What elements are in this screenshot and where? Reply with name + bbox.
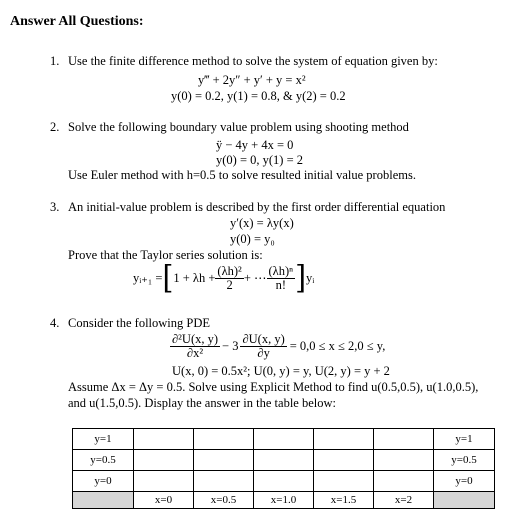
table-row <box>73 471 495 492</box>
x-label: x=1.0 <box>254 492 314 509</box>
series-linear-terms: 1 + λh + <box>173 270 216 285</box>
table-cell[interactable] <box>374 429 434 450</box>
question-1-number: 1. <box>50 54 60 68</box>
question-1-text: Use the finite difference method to solve the system of equation given by: <box>68 54 438 68</box>
pde-boundary-conditions: U(x, 0) = 0.5x²; U(0, y) = y, U(2, y) = y + 2 <box>172 364 390 378</box>
question-3-prove: Prove that the Taylor series solution is: <box>68 248 263 262</box>
series-ellipsis: + ⋯ <box>243 271 267 285</box>
question-2-number: 2. <box>50 120 60 134</box>
table-row <box>73 450 495 471</box>
series-open-bracket: [ <box>162 258 174 297</box>
x-label-row <box>73 492 495 509</box>
question-2-note: Use Euler method with h=0.5 to solve resulted initial value problems. <box>68 168 416 182</box>
pde-fraction-1-denominator: ∂x² <box>186 345 204 360</box>
table-cell[interactable] <box>194 471 254 492</box>
question-3-text: An initial-value problem is described by the first order differential equation <box>68 200 446 214</box>
row-label-left: y=0.5 <box>73 450 134 471</box>
pde-minus-coefficient: − 3 <box>222 338 239 353</box>
table-row <box>73 429 495 450</box>
series-fraction-2 <box>267 265 296 292</box>
question-4-number: 4. <box>50 316 60 330</box>
table-cell[interactable] <box>254 429 314 450</box>
pde-fraction-2-denominator: ∂y <box>257 345 270 360</box>
pde-fraction-1-numerator: ∂²U(x, y) <box>172 331 219 346</box>
question-2-conditions: y(0) = 0, y(1) = 2 <box>216 153 303 167</box>
pde-fraction-2-numerator: ∂U(x, y) <box>242 331 285 346</box>
table-cell[interactable] <box>134 450 194 471</box>
page-title: Answer All Questions: <box>10 14 144 29</box>
question-3-equation: y′(x) = λy(x) <box>230 216 294 230</box>
table-cell[interactable] <box>374 471 434 492</box>
row-label-right: y=1 <box>434 429 495 450</box>
series-fraction-1 <box>215 265 243 292</box>
table-cell[interactable] <box>194 450 254 471</box>
x-label: x=0.5 <box>194 492 254 509</box>
table-cell[interactable] <box>314 429 374 450</box>
table-cell[interactable] <box>374 450 434 471</box>
series-lhs: yᵢ₊₁ = <box>133 271 163 285</box>
question-3-initial: y(0) = y₀ <box>230 232 275 246</box>
row-label-right: y=0.5 <box>434 450 495 471</box>
question-1-equation: y‴ + 2y″ + y′ + y = x² <box>198 73 306 87</box>
x-label: x=1.5 <box>314 492 374 509</box>
series-rhs: yᵢ <box>306 270 315 285</box>
table-cell[interactable] <box>134 471 194 492</box>
series-fraction-1-numerator: (λh)² <box>217 263 242 278</box>
row-label-left: y=0 <box>73 471 134 492</box>
table-corner-cell <box>73 492 134 509</box>
x-label: x=2 <box>374 492 434 509</box>
x-label: x=0 <box>134 492 194 509</box>
series-fraction-1-denominator: 2 <box>226 277 233 292</box>
series-fraction-2-numerator: (λh)ⁿ <box>268 263 294 278</box>
table-cell[interactable] <box>254 450 314 471</box>
table-cell[interactable] <box>314 450 374 471</box>
question-4-assume-line-1: Assume Δx = Δy = 0.5. Solve using Explicit Method to find u(0.5,0.5), u(1.0,0.5), <box>68 380 479 394</box>
table-cell[interactable] <box>254 471 314 492</box>
question-2-text: Solve the following boundary value problem using shooting method <box>68 120 409 134</box>
table-corner-cell <box>434 492 495 509</box>
question-4-assume-line-2: and u(1.5,0.5). Display the answer in the table below: <box>68 396 336 410</box>
table-cell[interactable] <box>134 429 194 450</box>
pde-rhs: = 0,0 ≤ x ≤ 2,0 ≤ y, <box>289 338 386 353</box>
series-fraction-2-denominator: n! <box>275 277 286 292</box>
question-1-conditions: y(0) = 0.2, y(1) = 0.8, & y(2) = 0.2 <box>171 89 346 103</box>
question-2-equation: ÿ − 4y + 4x = 0 <box>216 138 294 152</box>
table-cell[interactable] <box>194 429 254 450</box>
row-label-right: y=0 <box>434 471 495 492</box>
question-4-text: Consider the following PDE <box>68 316 211 330</box>
row-label-left: y=1 <box>73 429 134 450</box>
pde-equation <box>170 330 385 362</box>
question-3-number: 3. <box>50 200 60 214</box>
taylor-series-formula <box>133 258 315 297</box>
series-close-bracket: ] <box>295 258 307 297</box>
answer-table <box>72 428 495 509</box>
pde-fraction-2 <box>240 333 286 360</box>
pde-fraction-1 <box>170 333 220 360</box>
table-cell[interactable] <box>314 471 374 492</box>
